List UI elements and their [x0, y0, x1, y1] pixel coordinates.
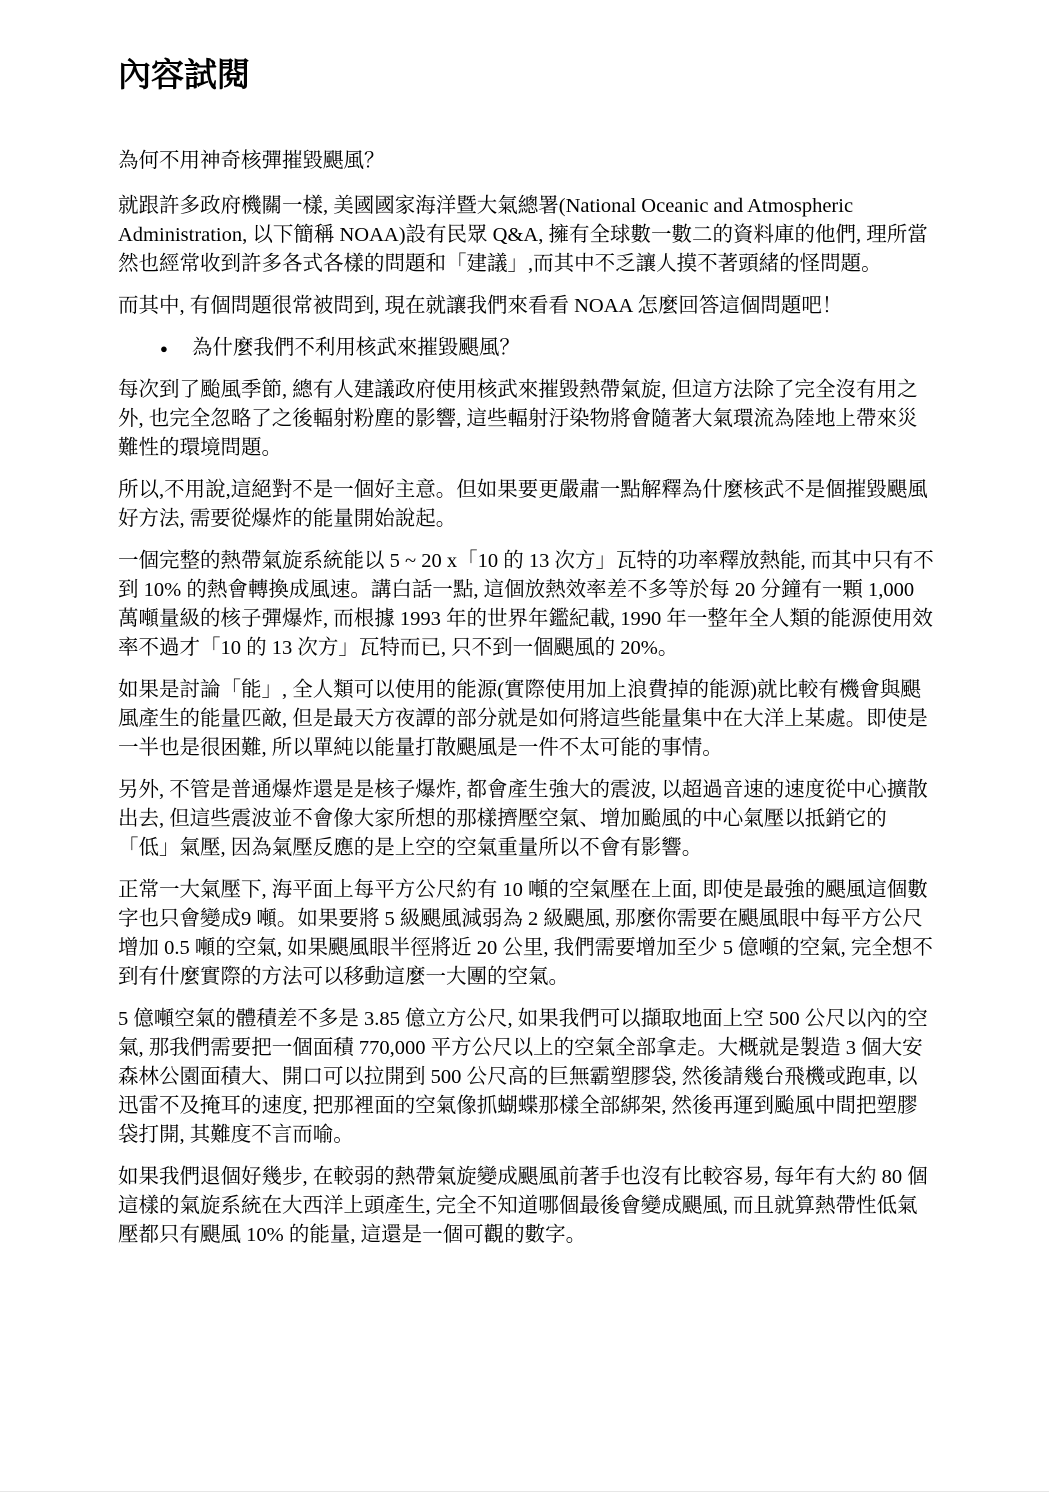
section-heading: 為何不用神奇核彈摧毀颶風？: [118, 150, 385, 172]
page-title: 內容試閱: [118, 56, 250, 93]
bullet-question-text: 為什麼我們不利用核武來摧毀颶風？: [191, 337, 520, 359]
page-bottom-divider: [0, 1491, 1049, 1492]
bullet-icon: ●: [160, 341, 168, 356]
body-paragraph-7: 5 億噸空氣的體積差不多是 3.85 億立方公尺, 如果我們可以擷取地面上空 500 公尺以內的空氣, 那我們需要把一個面積 770,000 平方公尺以上的空氣全部拿走。大概就是製造 3 個大安森林公園面積大、開口可以拉開到 500 公尺高的巨無霸塑膠袋, 然後請幾台飛機或跑車, 以迅雷不及掩耳的速度, 把那裡面的空氣像抓蝴蝶那樣全部綁架, 然後再運到颱風中間把塑膠袋打開, 其難度不言而喻。: [118, 1008, 928, 1146]
body-paragraph-4: 如果是討論「能」, 全人類可以使用的能源(實際使用加上浪費掉的能源)就比較有機會與颶風產生的能量匹敵, 但是最天方夜譚的部分就是如何將這些能量集中在大洋上某處。即使是一半也是很困難, 所以單純以能量打散颶風是一件不太可能的事情。: [118, 679, 928, 759]
body-paragraph-6: 正常一大氣壓下, 海平面上每平方公尺約有 10 噸的空氣壓在上面, 即使是最強的颶風這個數字也只會變成9 噸。如果要將 5 級颶風減弱為 2 級颶風, 那麼你需要在颶風眼中每平方公尺增加 0.5 噸的空氣, 如果颶風眼半徑將近 20 公里, 我們需要增加至少 5 億噸的空氣, 完全想不到有什麼實際的方法可以移動這麼一大團的空氣。: [118, 879, 933, 988]
bullet-list-item: [118, 334, 937, 363]
body-paragraph-1: 每次到了颱風季節, 總有人建議政府使用核武來摧毀熱帶氣旋, 但這方法除了完全沒有用之外, 也完全忽略了之後輻射粉塵的影響, 這些輻射汙染物將會隨著大氣環流為陸地上帶來災難性的環境問題。: [118, 379, 918, 459]
intro-paragraph-2: 而其中, 有個問題很常被問到, 現在就讓我們來看看 NOAA 怎麼回答這個問題吧！: [118, 295, 843, 317]
intro-paragraph-1: 就跟許多政府機關一樣, 美國國家海洋暨大氣總署(National Oceanic and Atmospheric Administration, 以下簡稱 NOAA)設有民眾 Q&A, 擁有全球數一數二的資料庫的他們, 理所當然也經常收到許多各式各樣的問題和「建議」,而其中不乏讓人摸不著頭緒的怪問題。: [118, 195, 928, 275]
body-paragraph-8: 如果我們退個好幾步, 在較弱的熱帶氣旋變成颶風前著手也沒有比較容易, 每年有大約 80 個這樣的氣旋系統在大西洋上頭產生, 完全不知道哪個最後會變成颶風, 而且就算熱帶性低氣壓都只有颶風 10% 的能量, 這還是一個可觀的數字。: [118, 1166, 928, 1246]
body-paragraph-5: 另外, 不管是普通爆炸還是是核子爆炸, 都會產生強大的震波, 以超過音速的速度從中心擴散出去, 但這些震波並不會像大家所想的那樣擠壓空氣、增加颱風的中心氣壓以抵銷它的「低」氣壓, 因為氣壓反應的是上空的空氣重量所以不會有影響。: [118, 779, 928, 859]
body-paragraph-3: 一個完整的熱帶氣旋系統能以 5 ~ 20 x「10 的 13 次方」瓦特的功率釋放熱能, 而其中只有不到 10% 的熱會轉換成風速。講白話一點, 這個放熱效率差不多等於每 20 分鐘有一顆 1,000 萬噸量級的核子彈爆炸, 而根據 1993 年的世界年鑑紀載, 1990 年一整年全人類的能源使用效率不過才「10 的 13 次方」瓦特而已, 只不到一個颶風的 20%。: [118, 550, 934, 659]
body-paragraph-2: 所以,不用說,這絕對不是一個好主意。但如果要更嚴肅一點解釋為什麼核武不是個摧毀颶風好方法, 需要從爆炸的能量開始說起。: [118, 479, 928, 530]
